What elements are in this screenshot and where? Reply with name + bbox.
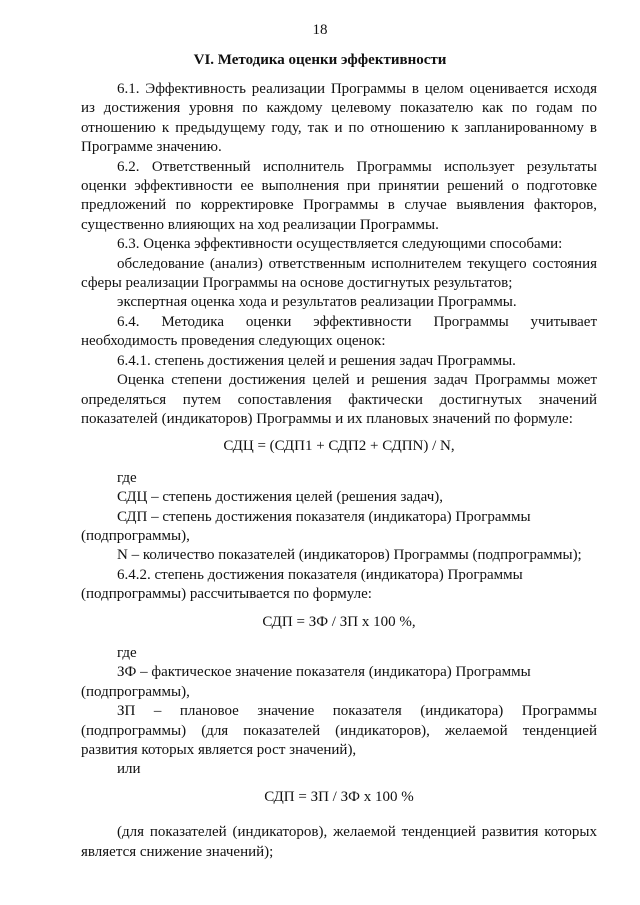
page-number: 18: [312, 22, 328, 38]
formula-sdc: СДЦ = (СДП1 + СДП2 + СДПN) / N,: [223, 438, 455, 455]
formula-sdp-decline: СДП = ЗП / ЗФ х 100 %: [264, 788, 414, 805]
formula-sdp-growth: СДП = ЗФ / ЗП х 100 %,: [262, 613, 416, 630]
where-label-1: где: [117, 469, 137, 486]
paragraph-6-4: 6.4. Методика оценки эффективности Программы учитывает необходимость проведения следующих оценок:: [81, 313, 597, 350]
paragraph-6-2: 6.2. Ответственный исполнитель Программы использует результаты оценки эффективности ее выполнения при принятии решений о подготовке предложений по корректировке Программы в случае выявления факторов, существенно влияющих на ход реализации Программы.: [81, 158, 597, 233]
definition-zf-cont: (подпрограммы),: [81, 683, 190, 700]
paragraph-assessment: Оценка степени достижения целей и решения задач Программы может определяться путем сопоставления фактически достигнутых значений показателей (индикаторов) Программы и их плановых значений по формуле:: [81, 372, 597, 427]
paragraph-6-4-2: 6.4.2. степень достижения показателя (индикатора) Программы: [117, 566, 523, 583]
paragraph-6-4-1: 6.4.1. степень достижения целей и решения задач Программы.: [117, 352, 516, 369]
definition-sdp-cont: (подпрограммы),: [81, 527, 190, 544]
definition-n: N – количество показателей (индикаторов) Программы (подпрограммы);: [117, 547, 582, 564]
paragraph-method-expert: экспертная оценка хода и результатов реализации Программы.: [117, 294, 517, 311]
document-body: [81, 80, 597, 862]
definition-sdp: СДП – степень достижения показателя (индикатора) Программы: [117, 508, 531, 525]
definition-zp: ЗП – плановое значение показателя (индикатора) Программы (подпрограммы) (для показателей (индикаторов), желаемой тенденцией развития которых является рост значений),: [81, 703, 597, 758]
or-label: или: [117, 761, 141, 778]
paragraph-6-4-2-cont: (подпрограммы) рассчитывается по формуле:: [81, 586, 372, 603]
definition-sdc: СДЦ – степень достижения целей (решения задач),: [117, 489, 444, 506]
definition-zf: ЗФ – фактическое значение показателя (индикатора) Программы: [117, 664, 531, 681]
section-heading: VI. Методика оценки эффективности: [193, 52, 447, 68]
paragraph-method-survey: обследование (анализ) ответственным исполнителем текущего состояния сферы реализации Программы на основе достигнутых результатов;: [81, 255, 597, 292]
paragraph-6-1: 6.1. Эффективность реализации Программы в целом оценивается исходя из достижения уровня по каждому целевому показателю как по годам по отношению к предыдущему году, так и по отношению к запланированному в Программе значению.: [81, 81, 597, 156]
paragraph-decline-note: (для показателей (индикаторов), желаемой тенденцией развития которых является снижение значений);: [81, 824, 597, 860]
where-label-2: где: [117, 644, 137, 661]
paragraph-6-3: 6.3. Оценка эффективности осуществляется следующими способами:: [117, 236, 563, 253]
